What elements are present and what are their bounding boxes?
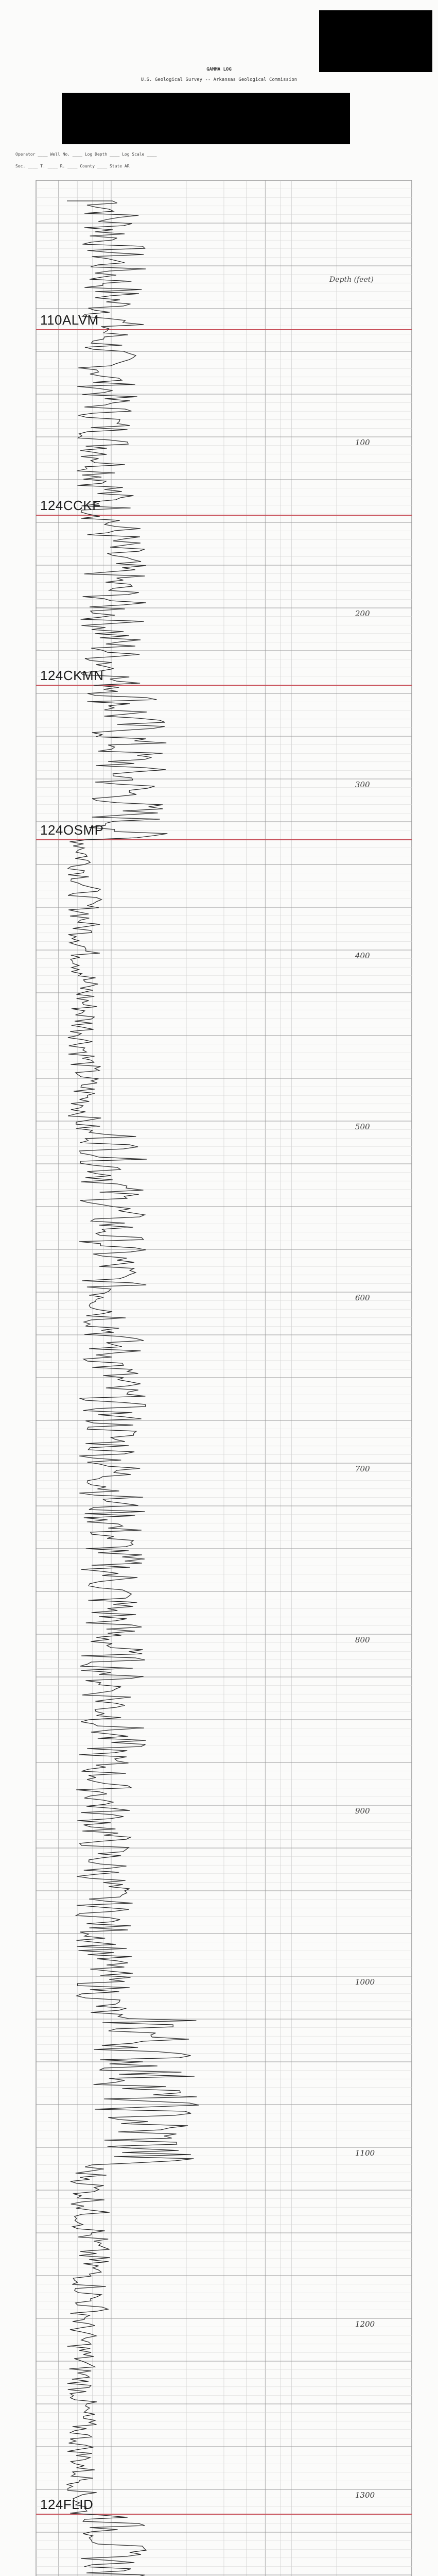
depth-mark: 900: [355, 1806, 370, 1816]
document-title: GAMMA LOG: [206, 67, 232, 72]
gamma-ray-trace: [66, 201, 199, 2576]
formation-label: 124OSMP: [40, 822, 104, 838]
header-row-1: Operator ____ Well No. ____ Log Depth ____ Log Scale ____: [15, 152, 157, 157]
depth-mark: 300: [355, 780, 370, 789]
depth-mark: 600: [355, 1293, 370, 1302]
depth-mark: 1000: [355, 1977, 375, 1987]
depth-mark: 800: [355, 1635, 370, 1645]
depth-mark: 200: [355, 609, 370, 618]
formation-label: 124FLID: [40, 2497, 94, 2512]
depth-mark: 700: [355, 1464, 370, 1473]
formation-label: 124CKMN: [40, 668, 104, 683]
depth-mark: 500: [355, 1122, 370, 1131]
formation-label: 124CCKF: [40, 498, 101, 513]
formation-label: 110ALVM: [40, 312, 99, 328]
depth-mark: 1100: [355, 2148, 375, 2158]
document-subtitle: U.S. Geological Survey -- Arkansas Geological Commission: [141, 77, 297, 82]
depth-mark: 400: [355, 951, 370, 960]
depth-header-note: Depth (feet): [329, 276, 374, 284]
depth-mark: 1200: [355, 2319, 375, 2329]
depth-mark: 100: [355, 438, 370, 447]
header-row-2: Sec. ____ T. ____ R. ____ County ____ State AR: [15, 164, 130, 168]
depth-mark: 1300: [355, 2490, 375, 2500]
